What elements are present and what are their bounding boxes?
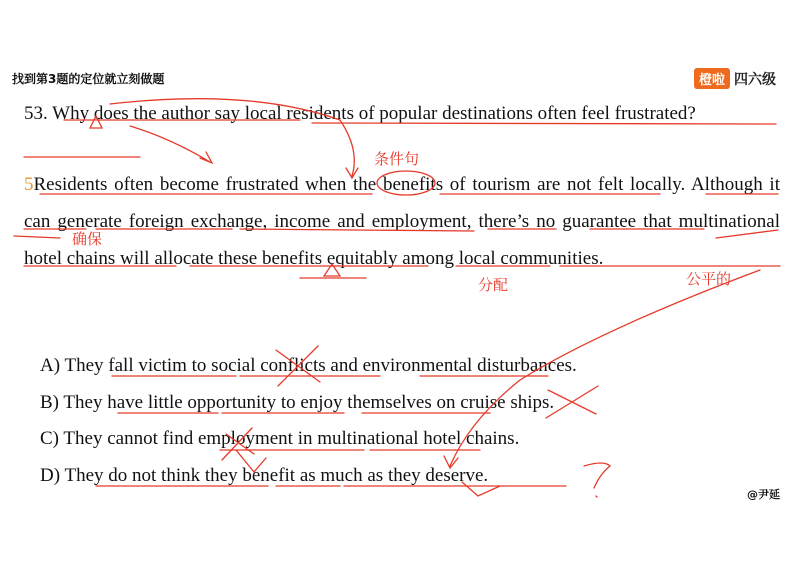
option-label: C): [40, 428, 59, 449]
question-text: Why does the author say local residents of popular destinations often feel frustrated?: [52, 103, 696, 124]
option-text: They do not think they benefit as much as they deserve.: [64, 464, 489, 486]
question: [24, 96, 780, 132]
option-label: B): [40, 391, 59, 413]
passage-text: Residents often become frustrated when the benefits of tourism are not felt locally. Although it can generate foreign exchange, income and employment, there’s no guarantee that multinational hotel chains will allocate these benefits equitably among local communities.: [24, 174, 780, 269]
option-b[interactable]: [40, 385, 760, 422]
option-label: D): [40, 464, 61, 486]
option-c[interactable]: [40, 421, 760, 458]
brand-badge: 橙啦: [694, 68, 730, 89]
dot-mark: [596, 496, 597, 497]
option-label: A): [40, 355, 61, 376]
annotation-equitable: 公平的: [686, 270, 732, 288]
annotation-conditional: 条件句: [374, 150, 420, 168]
annotation-ensure: 确保: [72, 230, 103, 248]
annotation-allocate: 分配: [478, 276, 509, 294]
passage-paragraph: [24, 166, 780, 277]
option-text: They have little opportunity to enjoy themselves on cruise ships.: [63, 391, 555, 413]
brand-logo: [694, 68, 776, 89]
brand-text: 四六级: [734, 71, 776, 88]
option-text: They cannot find employment in multinational hotel chains.: [63, 428, 520, 449]
option-d[interactable]: [40, 458, 760, 495]
answer-options: [40, 348, 760, 494]
option-text: They fall victim to social conflicts and environmental disturbances.: [64, 355, 577, 376]
author-credit: @尹延: [747, 488, 780, 501]
option-a[interactable]: [40, 348, 760, 385]
instruction-header: 找到第3题的定位就立刻做题: [12, 72, 165, 86]
question-number: 53.: [24, 103, 48, 124]
paragraph-number: 5: [24, 174, 34, 195]
